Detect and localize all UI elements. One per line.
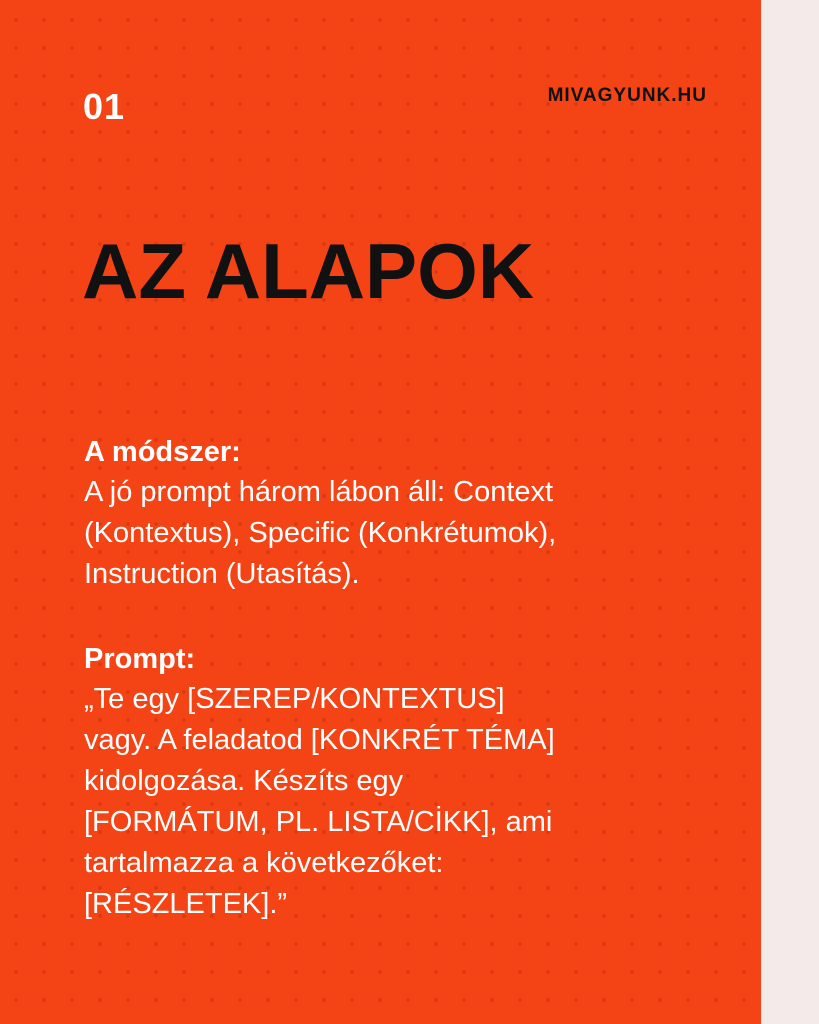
prompt-body: „Te egy [SZEREP/KONTEXTUS] vagy. A feladatod [KONKRÉT TÉMA] kidolgozása. Készíts egy [FORMÁTUM, PL. LISTA/CİKK], ami tartalmazza a következőket: [RÉSZLETEK].”: [84, 683, 555, 920]
method-section: [84, 432, 744, 595]
side-strip: [761, 0, 819, 1024]
method-body: A jó prompt három lábon áll: Context (Kontextus), Specific (Konkrétumok), Instruction (Utasítás).: [84, 476, 557, 590]
slide-content: [84, 432, 744, 925]
prompt-heading: Prompt:: [84, 643, 196, 675]
prompt-section: [84, 639, 744, 925]
section-spacer: [84, 595, 744, 639]
site-label: MIVAGYUNK.HU: [547, 85, 707, 106]
slide-title: AZ ALAPOK: [82, 227, 535, 315]
slide-number: 01: [83, 86, 126, 127]
method-heading: A módszer:: [84, 436, 241, 468]
